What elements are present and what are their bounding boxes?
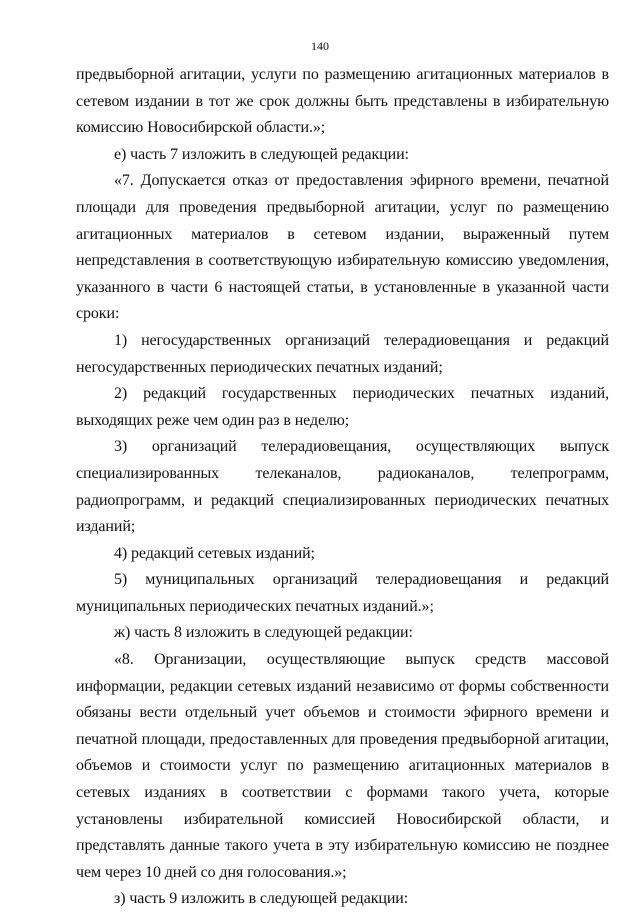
- paragraph-continuation: предвыборной агитации, услуги по размещению агитационных материалов в сетевом издании в тот же срок должны быть представлены в избирательную комиссию Новосибирской области.»;: [76, 66, 609, 137]
- paragraph-list-item-2: 2) редакций государственных периодических печатных изданий, выходящих реже чем один раз в неделю;: [76, 385, 609, 429]
- paragraph-list-item-5: 5) муниципальных организаций телерадиовещания и редакций муниципальных периодических печатных изданий.»;: [76, 571, 609, 615]
- document-body: [76, 62, 609, 913]
- paragraph-item-e: е) часть 7 изложить в следующей редакции:: [114, 145, 409, 163]
- paragraph-part-8: «8. Организации, осуществляющие выпуск средств массовой информации, редакции сетевых изданий независимо от формы собственности обязаны вести отдельный учет объемов и стоимости эфирного времени и печатной площади, предоставленных для проведения предвыборной агитации, объемов и стоимости услуг по размещению агитационных материалов в сетевых изданиях в соответствии с формами такого учета, которые установлены избирательной комиссией Новосибирской области, и представлять данные такого учета в эту избирательную комиссию не позднее чем через 10 дней со дня голосования.»;: [76, 651, 609, 881]
- paragraph-list-item-1: 1) негосударственных организаций телерадиовещания и редакций негосударственных периодических печатных изданий;: [76, 331, 609, 376]
- paragraph-list-item-3: 3) организаций телерадиовещания, осуществляющих выпуск специализированных телеканалов, радиоканалов, телепрограмм, радиопрограмм, и редакций специализированных периодических печатных изданий;: [76, 438, 609, 536]
- paragraph-item-zh: ж) часть 8 изложить в следующей редакции:: [114, 624, 413, 642]
- paragraph-list-item-4: 4) редакций сетевых изданий;: [114, 544, 315, 562]
- paragraph-part-7: «7. Допускается отказ от предоставления эфирного времени, печатной площади для проведения предвыборной агитации, услуг по размещению агитационных материалов в сетевом издании, выраженный путем непредставления в соответствующую избирательную комиссию уведомления, указанного в части 6 настоящей статьи, в установленные в указанной части сроки:: [76, 172, 609, 323]
- paragraph-item-z: з) часть 9 изложить в следующей редакции:: [114, 890, 409, 908]
- page-number: 140: [311, 39, 329, 53]
